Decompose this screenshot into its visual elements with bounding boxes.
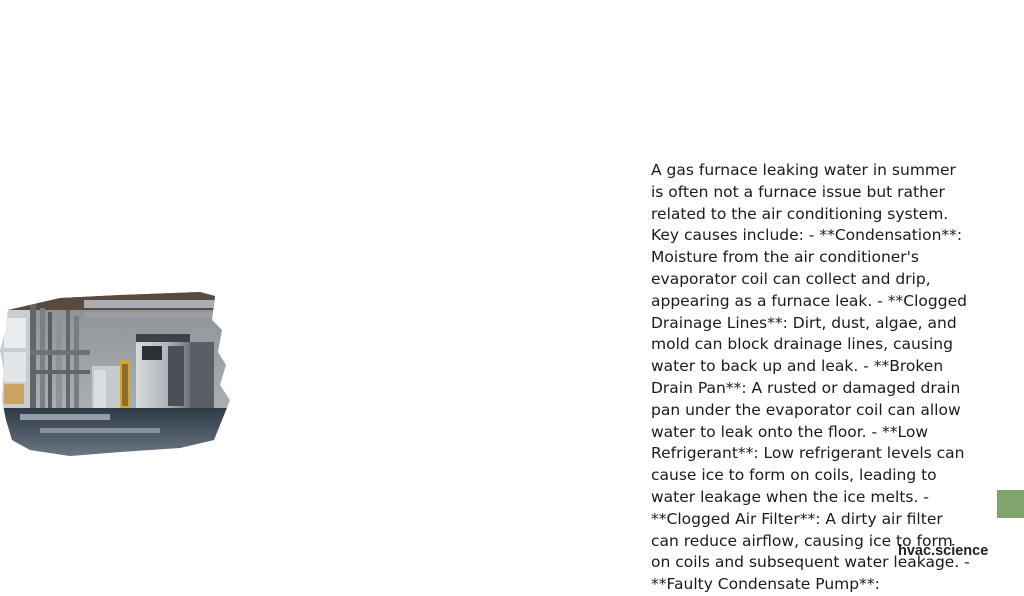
brand-accent-square: [997, 490, 1024, 518]
article-body-text: A gas furnace leaking water in summer is often not a furnace issue but rather related to the air conditioning system. Key causes include: - **Condensation**: Moisture from the air conditioner's evaporator coil can collect and drip, appearing as a furnace leak. - **Clogged Drainage Lines**: Dirt, dust, algae, and mold can block drainage lines, causing water to back up and leak. - **Broken Drain Pan**: A rusted or damaged drain pan under the evaporator coil can allow water to leak onto the floor. - **Low Refrigerant**: Low refrigerant levels can cause ice to form on coils, leading to water leakage when the ice melts. - **Clogged Air Filter**: A dirty air filter can reduce airflow, causing ice to form on coils and subsequent water leakage. - **Faulty Condensate Pump**:: [651, 161, 970, 594]
site-name-label: hvac.science: [898, 543, 989, 559]
furnace-room-illustration: [0, 290, 232, 460]
